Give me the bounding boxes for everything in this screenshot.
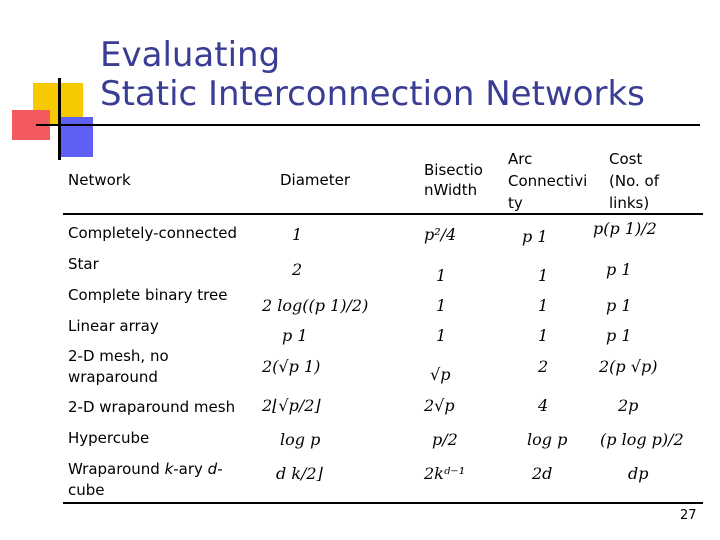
slide-title-line2: Static Interconnection Networks [100, 74, 645, 114]
row-cost-value: 2(p √p) [599, 357, 658, 376]
row-bisection-value: 1 [436, 326, 447, 345]
row-arc-value: 2d [532, 464, 553, 483]
row-cost-value: 2p [618, 396, 639, 415]
row-cost-value: p 1 [606, 296, 632, 315]
row-arc-value: 1 [538, 296, 549, 315]
row-network-label-line2: wraparound [68, 368, 158, 386]
row-diameter-value: 1 [292, 225, 303, 244]
row-arc-value: 1 [538, 326, 549, 345]
row-network-label: 2-D wraparound mesh [68, 398, 236, 416]
row-diameter-value: 2 [292, 260, 303, 279]
row-bisection-value: 2√p [424, 396, 455, 415]
row-bisection-value: 2kᵈ⁻¹ [424, 464, 466, 483]
row-diameter-value: log p [280, 430, 321, 449]
header-arc-line2: Connectivi [508, 172, 588, 190]
row-network-label: Hypercube [68, 429, 150, 447]
row-bisection-value: 1 [436, 266, 447, 285]
row-network-label: Completely-connected [68, 224, 238, 242]
row-network-label: Star [68, 255, 99, 273]
row-bisection-value: 1 [436, 296, 447, 315]
label-prefix: Wraparound [68, 460, 165, 478]
label-d: d [207, 460, 218, 478]
row-network-label: Complete binary tree [68, 286, 228, 304]
header-bisection-line2: nWidth [424, 181, 478, 199]
label-k: k [164, 460, 174, 478]
label-mid: -ary [173, 460, 208, 478]
row-diameter-value: d k/2⌋ [276, 464, 323, 483]
row-arc-value: p 1 [522, 227, 548, 246]
row-arc-value: log p [527, 430, 568, 449]
row-bisection-value: p/2 [432, 430, 458, 449]
slide-title-line1: Evaluating [100, 35, 281, 75]
header-diameter: Diameter [280, 171, 351, 189]
row-cost-value: p 1 [606, 326, 632, 345]
header-cost-line1: Cost [609, 150, 643, 168]
row-cost-value: dp [628, 464, 649, 483]
page-number: 27 [680, 508, 697, 523]
row-network-label: Linear array [68, 317, 159, 335]
row-diameter-value: p 1 [282, 326, 308, 345]
row-arc-value: 1 [538, 266, 549, 285]
row-bisection-value: √p [430, 365, 451, 384]
header-network: Network [68, 171, 131, 189]
row-cost-value: p 1 [606, 260, 632, 279]
label-suffix: - [217, 460, 223, 478]
row-arc-value: 2 [538, 357, 549, 376]
header-bisection-line1: Bisectio [424, 161, 483, 179]
header-cost-line3: links) [609, 194, 650, 212]
header-cost-line2: (No. of [609, 172, 659, 190]
row-arc-value: 4 [538, 396, 549, 415]
row-diameter-value: 2 log((p 1)/2) [262, 296, 369, 315]
title-underline [36, 124, 700, 126]
row-cost-value: p(p 1)/2 [593, 219, 657, 238]
header-divider [63, 213, 703, 215]
row-network-label-line2: cube [68, 481, 105, 499]
slide-title [100, 36, 645, 114]
row-diameter-value: 2⌊√p/2⌋ [262, 396, 321, 415]
row-network-label-line1: 2-D mesh, no [68, 347, 169, 365]
row-bisection-value: p²/4 [424, 225, 457, 244]
row-cost-value: (p log p)/2 [600, 430, 684, 449]
header-arc-line1: Arc [508, 150, 533, 168]
row-network-label-line1 [68, 459, 223, 480]
row-diameter-value: 2(√p 1) [262, 357, 321, 376]
table-bottom-line [63, 502, 703, 504]
blue-square-decoration [59, 117, 93, 157]
vertical-accent-line [58, 78, 61, 160]
header-arc-line3: ty [508, 194, 523, 212]
